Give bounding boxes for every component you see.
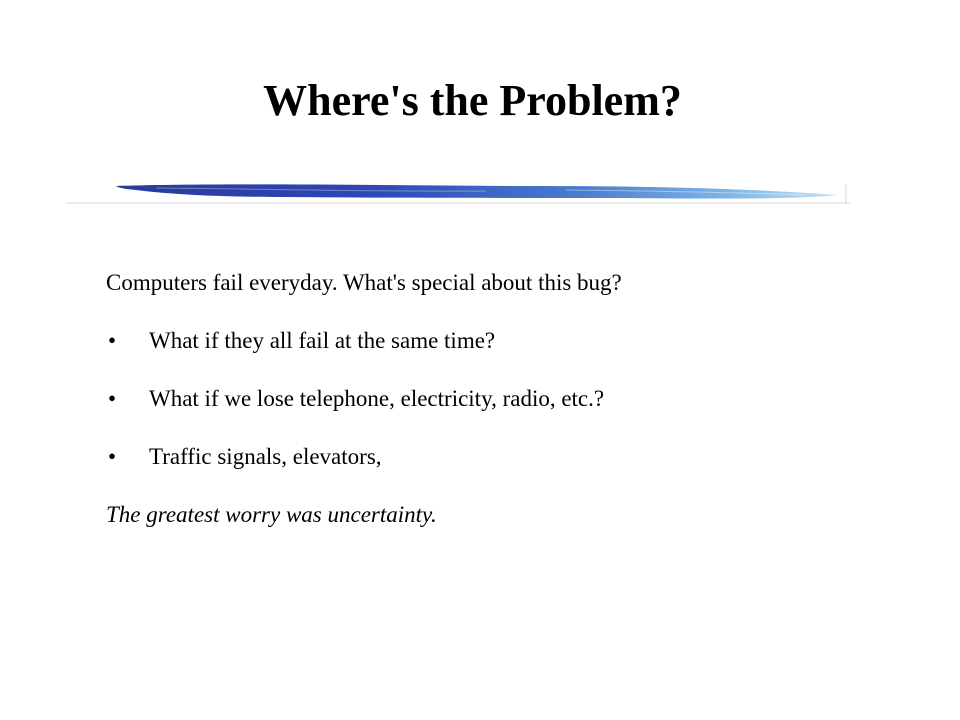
bullet-marker: • xyxy=(108,444,117,469)
title-divider-brushstroke xyxy=(66,176,850,208)
slide-title: Where's the Problem? xyxy=(263,76,682,125)
bullet-marker: • xyxy=(108,328,117,353)
bullet-text: What if we lose telephone, electricity, radio, etc.? xyxy=(149,386,605,411)
bullet-item xyxy=(106,312,906,370)
bullet-text: What if they all fail at the same time? xyxy=(149,328,496,353)
bullet-item xyxy=(106,428,906,486)
bullet-marker: • xyxy=(108,386,117,411)
bullet-text: Traffic signals, elevators, xyxy=(149,444,382,469)
intro-text: Computers fail everyday. What's special about this bug? xyxy=(106,270,622,295)
conclusion-text: The greatest worry was uncertainty. xyxy=(106,502,437,527)
slide-body xyxy=(106,254,906,544)
bullet-item xyxy=(106,370,906,428)
